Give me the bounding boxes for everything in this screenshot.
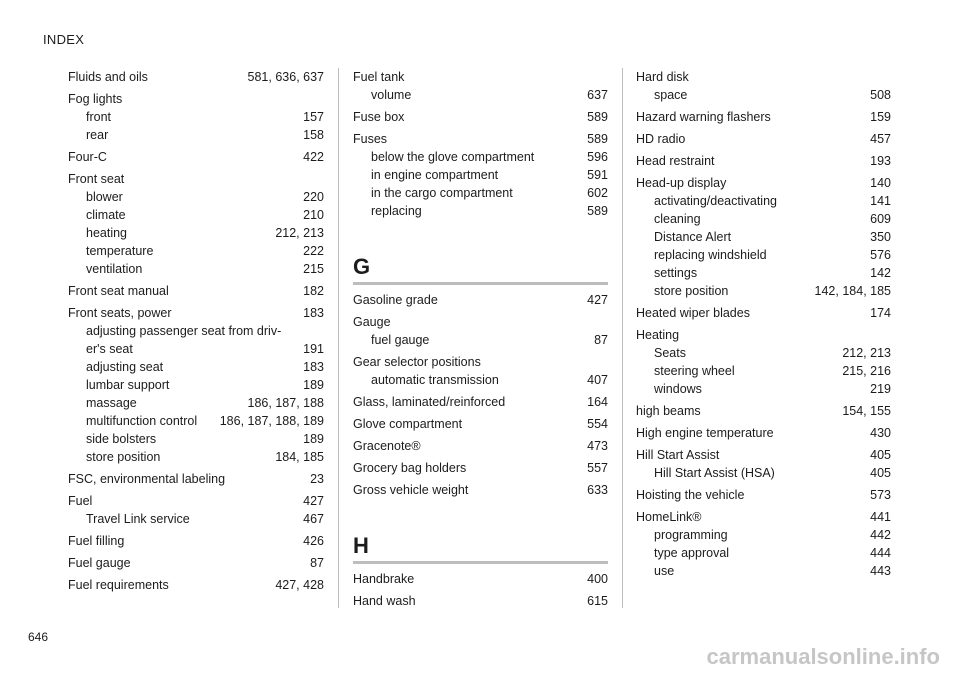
index-subentry: replacing windshield 576	[654, 248, 891, 262]
index-entry: Four-C 422	[68, 150, 324, 164]
index-entry: Fuel tank	[353, 70, 405, 84]
index-column-3	[636, 68, 891, 580]
index-entry: Hazard warning flashers 159	[636, 110, 891, 124]
index-entry: Heated wiper blades 174	[636, 306, 891, 320]
index-entry: Gear selector positions	[353, 355, 481, 369]
index-subentry: climate 210	[86, 208, 324, 222]
index-entry: high beams 154, 155	[636, 404, 891, 418]
index-entry: Fluids and oils 581, 636, 637	[68, 70, 324, 84]
index-subentry: ventilation 215	[86, 262, 324, 276]
index-subentry: type approval 444	[654, 546, 891, 560]
index-subentry: store position 184, 185	[86, 450, 324, 464]
index-subentry: space 508	[654, 88, 891, 102]
index-subentry: massage 186, 187, 188	[86, 396, 324, 410]
section-letter-g: G	[353, 254, 371, 279]
index-entry: High engine temperature 430	[636, 426, 891, 440]
index-entry: Grocery bag holders 557	[353, 461, 608, 475]
index-subentry: heating 212, 213	[86, 226, 324, 240]
index-subentry: replacing 589	[371, 204, 608, 218]
column-divider	[622, 68, 623, 608]
index-entry: Fuel 427	[68, 494, 324, 508]
index-entry: Hoisting the vehicle 573	[636, 488, 891, 502]
index-entry: Glove compartment 554	[353, 417, 608, 431]
index-entry: Front seat	[68, 172, 125, 186]
index-entry: Head-up display 140	[636, 176, 891, 190]
index-subentry: in engine compartment 591	[371, 168, 608, 182]
index-entry: Fuses 589	[353, 132, 608, 146]
index-subentry: settings 142	[654, 266, 891, 280]
index-entry: Gracenote® 473	[353, 439, 608, 453]
index-entry: HD radio 457	[636, 132, 891, 146]
index-entry: Front seat manual 182	[68, 284, 324, 298]
page-header: INDEX	[43, 32, 85, 47]
index-entry: Fuel gauge 87	[68, 556, 324, 570]
index-subentry: in the cargo compartment 602	[371, 186, 608, 200]
index-subentry: Seats 212, 213	[654, 346, 891, 360]
index-subentry: volume 637	[371, 88, 608, 102]
section-letter-h: H	[353, 533, 369, 558]
index-subentry: cleaning 609	[654, 212, 891, 226]
index-subentry: multifunction control 186, 187, 188, 189	[86, 414, 324, 428]
index-entry: Gauge	[353, 315, 391, 329]
index-subentry: temperature 222	[86, 244, 324, 258]
index-subentry: blower 220	[86, 190, 324, 204]
index-subentry: use 443	[654, 564, 891, 578]
index-entry: Gasoline grade 427	[353, 293, 608, 307]
section-rule	[353, 282, 608, 285]
section-rule	[353, 561, 608, 564]
index-subentry: windows 219	[654, 382, 891, 396]
index-entry: Head restraint 193	[636, 154, 891, 168]
index-subentry: store position 142, 184, 185	[654, 284, 891, 298]
index-subentry: programming 442	[654, 528, 891, 542]
index-subentry: Travel Link service 467	[86, 512, 324, 526]
column-divider	[338, 68, 339, 608]
index-entry: Hand wash 615	[353, 594, 608, 608]
index-entry: Gross vehicle weight 633	[353, 483, 608, 497]
index-subentry: fuel gauge 87	[371, 333, 608, 347]
index-subentry: activating/deactivating 141	[654, 194, 891, 208]
page-number: 646	[28, 630, 49, 644]
index-subentry: er's seat 191	[86, 342, 324, 356]
index-entry: Fog lights	[68, 92, 123, 106]
index-subentry: steering wheel 215, 216	[654, 364, 891, 378]
index-entry: Hill Start Assist 405	[636, 448, 891, 462]
index-subentry: side bolsters 189	[86, 432, 324, 446]
index-subentry: automatic transmission 407	[371, 373, 608, 387]
index-entry: Handbrake 400	[353, 572, 608, 586]
index-subentry-wrapped: adjusting passenger seat from driv-	[86, 324, 282, 338]
index-entry: Hard disk	[636, 70, 689, 84]
index-subentry: adjusting seat 183	[86, 360, 324, 374]
index-entry: Fuse box 589	[353, 110, 608, 124]
index-column-2	[353, 68, 608, 610]
index-entry: HomeLink® 441	[636, 510, 891, 524]
watermark: carmanualsonline.info	[706, 644, 940, 669]
index-entry: Heating	[636, 328, 680, 342]
index-subentry: lumbar support 189	[86, 378, 324, 392]
index-subentry: Distance Alert 350	[654, 230, 891, 244]
index-entry: Front seats, power 183	[68, 306, 324, 320]
index-entry: Fuel requirements 427, 428	[68, 578, 324, 592]
index-subentry: below the glove compartment 596	[371, 150, 608, 164]
index-entry: Glass, laminated/reinforced 164	[353, 395, 608, 409]
index-entry: Fuel filling 426	[68, 534, 324, 548]
index-subentry: rear 158	[86, 128, 324, 142]
index-entry: FSC, environmental labeling 23	[68, 472, 324, 486]
index-subentry: front 157	[86, 110, 324, 124]
index-subentry: Hill Start Assist (HSA) 405	[654, 466, 891, 480]
index-column-1	[68, 68, 324, 594]
